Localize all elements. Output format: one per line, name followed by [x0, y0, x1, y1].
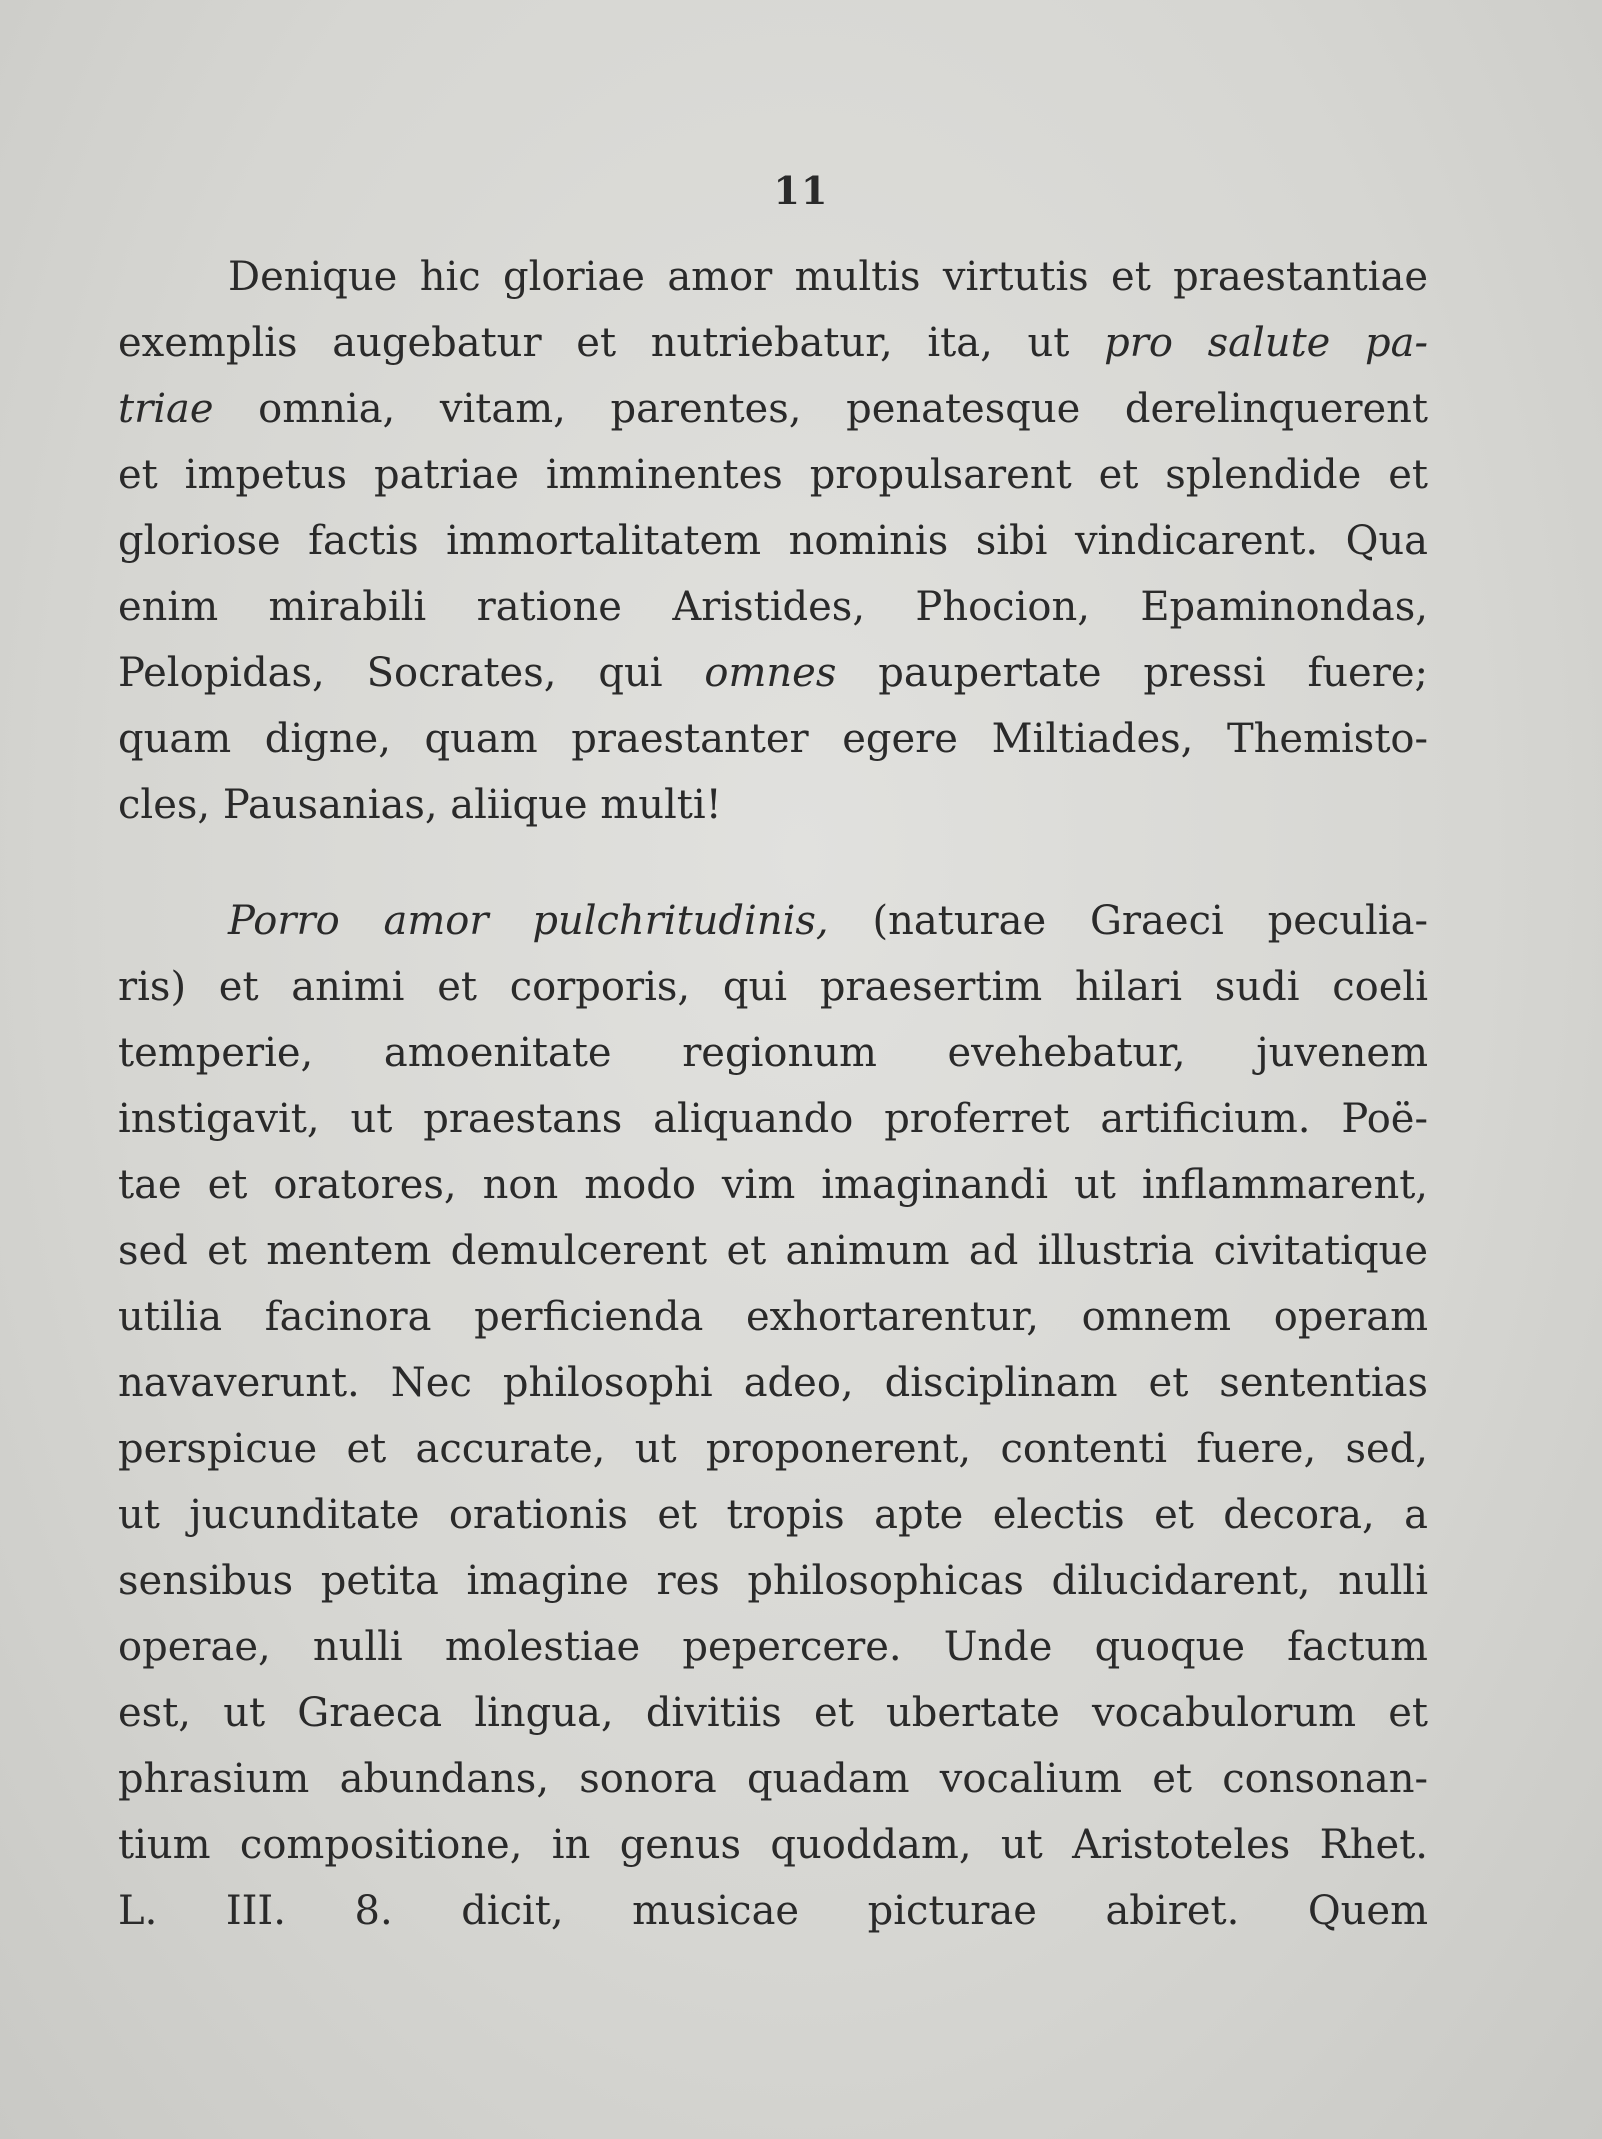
text-line — [118, 1482, 1428, 1548]
text-run: exemplis augebatur et nutriebatur, ita, ut — [118, 320, 1105, 366]
text-run: Denique hic gloriae amor multis virtutis et praestantiae — [228, 254, 1428, 300]
text-run: Pelopidas, Socrates, qui — [118, 650, 705, 696]
page-number: 11 — [773, 168, 829, 213]
text-run: quam digne, quam praestanter egere Miltiades, Themisto- — [118, 716, 1428, 762]
text-run: et impetus patriae imminentes propulsarent et splendide et — [118, 452, 1428, 498]
text-line — [118, 1548, 1428, 1614]
paragraph-gap — [118, 838, 1428, 888]
text-line — [118, 1746, 1428, 1812]
text-line — [118, 574, 1428, 640]
text-line — [118, 1812, 1428, 1878]
text-line — [118, 1218, 1428, 1284]
text-run: navaverunt. Nec philosophi adeo, disciplinam et sententias — [118, 1360, 1428, 1406]
text-run: utilia facinora perficienda exhortarentur, omnem operam — [118, 1294, 1428, 1340]
text-run: operae, nulli molestiae pepercere. Unde quoque factum — [118, 1624, 1428, 1670]
text-run: tae et oratores, non modo vim imaginandi ut inflammarent, — [118, 1162, 1428, 1208]
body-text — [118, 244, 1428, 1944]
text-run: omnia, vitam, parentes, penatesque derelinquerent — [213, 386, 1428, 432]
text-line — [118, 1350, 1428, 1416]
text-run: cles, Pausanias, aliique multi! — [118, 782, 722, 828]
text-line — [118, 244, 1428, 310]
text-run: (naturae Graeci peculia- — [828, 898, 1428, 944]
italic-text-run: Porro amor pulchritudinis, — [228, 898, 829, 944]
text-line — [118, 772, 1428, 838]
text-line — [118, 310, 1428, 376]
text-run: phrasium abundans, sonora quadam vocalium et consonan- — [118, 1756, 1428, 1802]
paragraph — [118, 244, 1428, 838]
text-run: paupertate pressi fuere; — [836, 650, 1428, 696]
italic-text-run: omnes — [704, 650, 837, 696]
paragraph — [118, 888, 1428, 1944]
text-line — [118, 1614, 1428, 1680]
text-run: instigavit, ut praestans aliquando proferret artificium. Poë- — [118, 1096, 1428, 1142]
text-run: enim mirabili ratione Aristides, Phocion, Epaminondas, — [118, 584, 1428, 630]
text-line — [118, 508, 1428, 574]
italic-text-run: pro salute pa- — [1104, 320, 1429, 366]
text-line — [118, 1086, 1428, 1152]
text-run: temperie, amoenitate regionum evehebatur, juvenem — [118, 1030, 1428, 1076]
text-run: sensibus petita imagine res philosophicas dilucidarent, nulli — [118, 1558, 1428, 1604]
text-line — [118, 1284, 1428, 1350]
text-line — [118, 1152, 1428, 1218]
text-run: L. III. 8. dicit, musicae picturae abiret. Quem — [118, 1888, 1428, 1934]
text-line — [118, 376, 1428, 442]
text-line — [118, 954, 1428, 1020]
text-run: gloriose factis immortalitatem nominis sibi vindicarent. Qua — [118, 518, 1428, 564]
text-run: sed et mentem demulcerent et animum ad illustria civitatique — [118, 1228, 1428, 1274]
text-run: est, ut Graeca lingua, divitiis et ubertate vocabulorum et — [118, 1690, 1428, 1736]
text-line — [118, 888, 1428, 954]
text-line — [118, 442, 1428, 508]
text-run: ris) et animi et corporis, qui praesertim hilari sudi coeli — [118, 964, 1428, 1010]
text-line — [118, 1878, 1428, 1944]
text-run: tium compositione, in genus quoddam, ut Aristoteles Rhet. — [118, 1822, 1428, 1868]
italic-text-run: triae — [118, 386, 214, 432]
text-line — [118, 640, 1428, 706]
text-run: perspicue et accurate, ut proponerent, contenti fuere, sed, — [118, 1426, 1428, 1472]
text-run: ut jucunditate orationis et tropis apte electis et decora, a — [118, 1492, 1428, 1538]
text-line — [118, 1416, 1428, 1482]
text-line — [118, 1020, 1428, 1086]
text-line — [118, 706, 1428, 772]
text-line — [118, 1680, 1428, 1746]
